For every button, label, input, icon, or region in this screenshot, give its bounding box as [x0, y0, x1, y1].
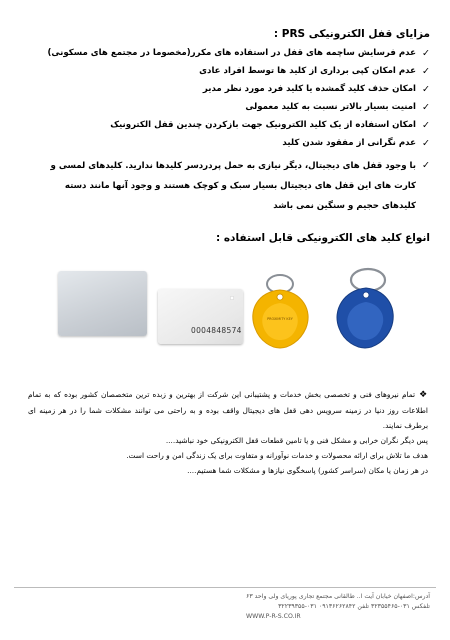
- advantage-text: عدم فرسایش ساچمه های قفل در استفاده های مکرر(مخصوما در مجتمع های مسکونی): [47, 48, 416, 58]
- advantage-text: با وجود قفل های دیجیتال، دیگر نیازی به حمل پردردسر کلیدها ندارید. کلیدهای لمسی و کارت های این قفل های دیجیتال بسیار سبک و کوچک هستند و وجود آنها مانند دسته کلیدهای حجیم و سنگین نمی باشد: [50, 161, 416, 211]
- list-item: [35, 102, 430, 114]
- footer-divider: [14, 587, 436, 588]
- yellow-key-fob-image: [250, 270, 320, 350]
- tag-label: PROXIMITY KEY: [267, 317, 293, 321]
- blue-key-fob-image: [330, 266, 402, 350]
- check-icon: ✓: [422, 102, 430, 113]
- paragraph-text: هدف ما تلاش برای ارائه محصولات و خدمات نوآورانه و متفاوت برای یک زندگی امن و راحت است.: [126, 451, 428, 460]
- paragraph-text: پس دیگر نگران خرابی و مشکل فنی و یا تامین قطعات قفل الکترونیکی خود نباشید....: [165, 436, 428, 445]
- list-item: [35, 66, 430, 78]
- list-item: [35, 138, 430, 150]
- list-item: [35, 120, 430, 132]
- card-hole: [230, 296, 234, 300]
- check-icon: ✓: [422, 48, 430, 59]
- list-item: [35, 48, 430, 60]
- service-description: [28, 387, 428, 478]
- list-item: [35, 84, 430, 96]
- tag-hole: [277, 294, 283, 300]
- advantage-text: امکان استفاده از یک کلید الکترونیک جهت بازکردن چندین قفل الکترونیک: [110, 120, 416, 130]
- keyring: [351, 269, 385, 291]
- footer-address: آدرس:اصفهان خیابان آیت ا.. طالقانی مجتمع تجاری پوریای ولی واحد ۶۳: [246, 593, 430, 600]
- check-icon: ✓: [422, 84, 430, 95]
- numbered-rfid-card-image: [158, 289, 243, 344]
- rfid-card-image: [58, 271, 147, 336]
- footer-website[interactable]: WWW.P-R-S.CO.IR: [246, 613, 301, 621]
- star-bullet-icon: ❖: [419, 390, 428, 400]
- check-icon: ✓: [422, 138, 430, 149]
- advantages-list: [35, 48, 430, 223]
- footer-phones: تلفکس ۰۳۱-۳۲۳۵۵۴۶۵ تلفن ۰۹۱۳۶۲۶۲۸۴۲ ۰۳۱-۳۲۲۳۹۳۵۵: [278, 603, 430, 611]
- advantages-heading: مزایای قفل الکترونیکی PRS :: [273, 28, 430, 40]
- tag-hole: [363, 292, 369, 298]
- check-icon: ✓: [422, 120, 430, 131]
- list-item: [35, 156, 430, 216]
- paragraph-text: در هر زمان یا مکان (سراسر کشور) پاسخگوی نیازها و مشکلات شما هستیم....: [187, 466, 428, 475]
- key-types-heading: انواع کلید های الکترونیکی قابل استفاده :: [216, 232, 430, 244]
- advantage-text: امنیت بسیار بالاتر نسبت به کلید معمولی: [245, 102, 416, 112]
- advantage-text: عدم نگرانی از مفقود شدن کلید: [282, 138, 416, 148]
- advantage-text: امکان حذف کلید گمشده یا کلید فرد مورد نظر مدیر: [202, 84, 416, 94]
- check-icon: ✓: [422, 66, 430, 77]
- paragraph-text: تمام نیروهای فنی و تخصصی بخش خدمات و پشتیبانی این شرکت از بهترین و زبده ترین متخصصان کشور بوده که به تمام اطلاعات روز دنیا در زمینه سرویس دهی قفل های دیجیتال واقف بوده و به راحتی می توانند مشکلات شما را در هر زمینه ای برطرف نمایند.: [28, 390, 428, 430]
- advantage-text: عدم امکان کپی برداری از کلید ها توسط افراد عادی: [199, 66, 416, 76]
- footer: [246, 592, 430, 623]
- check-icon: ✓: [422, 160, 430, 171]
- card-number: 0004848574: [191, 326, 242, 335]
